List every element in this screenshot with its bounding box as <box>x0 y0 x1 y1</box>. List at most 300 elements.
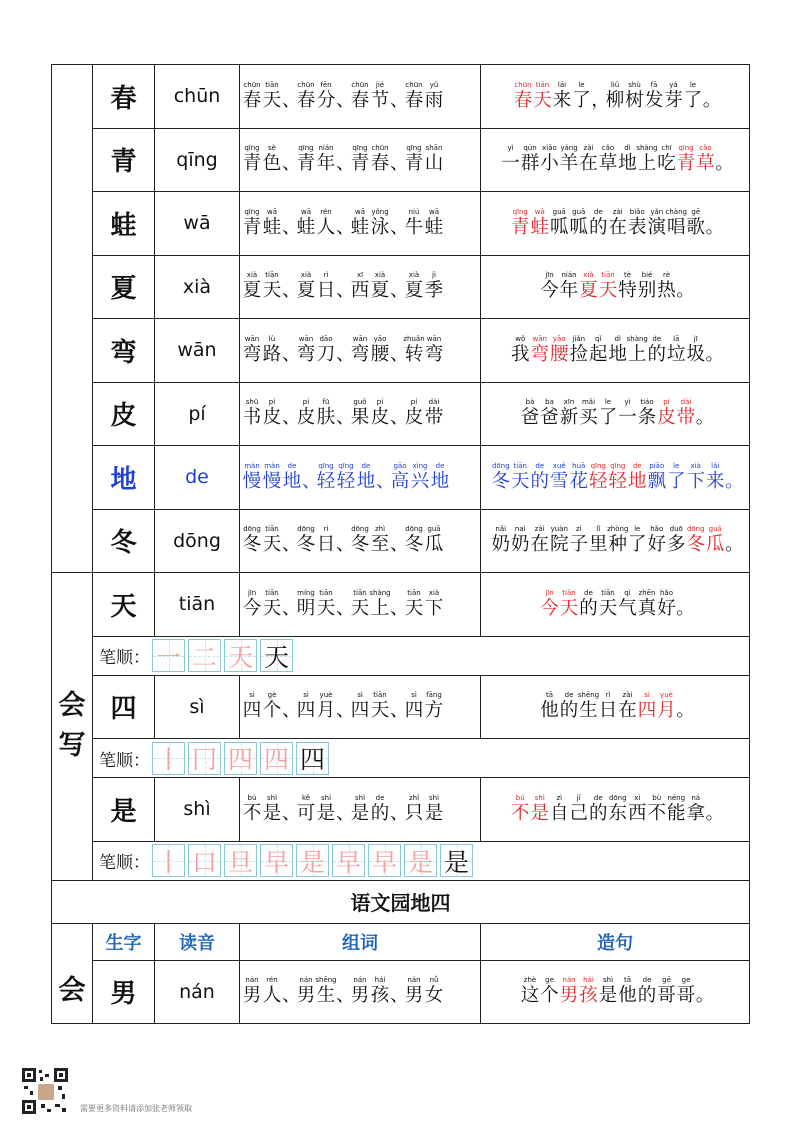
word-group-cell <box>240 675 481 739</box>
word-row <box>52 192 750 256</box>
ruby-char: nǎi 奶 <box>491 525 510 556</box>
ruby-char: mǎi 买 <box>579 398 598 429</box>
ruby-char: le 了 <box>627 525 647 556</box>
ruby-char: qīng 青 <box>510 207 530 238</box>
sentence-cell <box>481 128 750 192</box>
ruby-char: dōng 冬 <box>404 525 424 556</box>
ruby-char: lái 来 <box>705 461 725 492</box>
ruby-char: tiān 天 <box>533 80 552 111</box>
ruby-char: tiān 天 <box>370 691 390 722</box>
ruby-char: tiān 天 <box>598 271 618 302</box>
pinyin-cell: chūn <box>155 65 240 129</box>
ruby-char: duō 多 <box>666 525 686 556</box>
ruby-char: yuàn 院 <box>549 525 569 556</box>
punctuation: 、 <box>336 89 355 111</box>
ruby-char: lǐ 里 <box>588 525 608 556</box>
punctuation: 、 <box>390 343 409 365</box>
ruby-char: de 的 <box>637 976 657 1007</box>
ruby-char: de 地 <box>356 461 376 492</box>
punctuation: 、 <box>390 534 409 556</box>
ruby-char: rén 人 <box>316 207 336 238</box>
punctuation: 。 <box>695 407 715 429</box>
word-group-cell <box>240 960 481 1024</box>
ruby-char: tā 他 <box>618 976 637 1007</box>
ruby-char: de 的 <box>588 793 608 824</box>
ruby-char: dài 带 <box>424 398 444 429</box>
ruby-char: jīn 今 <box>242 588 262 619</box>
ruby-char: màn 慢 <box>262 461 282 492</box>
pinyin-cell: tiān <box>155 573 240 637</box>
ruby-char: wā 蛙 <box>424 207 444 238</box>
punctuation: 。 <box>705 343 725 365</box>
stroke-box: 天 <box>260 639 293 672</box>
ruby-char: dì 地 <box>608 334 627 365</box>
ruby-char: zhì 至 <box>370 525 390 556</box>
ruby-char: shēng 生 <box>315 976 337 1007</box>
char-cell: 天 <box>93 573 155 637</box>
stroke-box: 四 <box>296 742 329 775</box>
ruby-char: chūn 春 <box>404 80 424 111</box>
stroke-order-row <box>52 841 750 880</box>
punctuation: 、 <box>336 985 355 1007</box>
sentence-cell <box>481 675 750 739</box>
ruby-char: pí 皮 <box>404 398 424 429</box>
stroke-box: 早 <box>260 844 293 877</box>
ruby-char: guā 呱 <box>569 207 588 238</box>
ruby-char: xià 下 <box>686 461 705 492</box>
ruby-char: wā 蛙 <box>530 207 549 238</box>
ruby-char: shì 是 <box>530 793 549 824</box>
stroke-label: 笔顺： <box>99 648 150 668</box>
ruby-char: wā 蛙 <box>262 207 282 238</box>
ruby-char: néng 能 <box>666 793 686 824</box>
ruby-char: ná 拿 <box>686 793 705 824</box>
stroke-box: 天 <box>224 639 257 672</box>
ruby-char: yǎn 演 <box>647 207 666 238</box>
ruby-char: le 了 <box>598 398 618 429</box>
ruby-char: yāo 腰 <box>549 334 569 365</box>
ruby-char: zài 在 <box>618 691 637 722</box>
header-zao-ju: 造句 <box>481 923 750 960</box>
punctuation: 、 <box>282 153 301 175</box>
sentence-cell <box>481 382 750 446</box>
ruby-char: yuè 月 <box>657 691 676 722</box>
punctuation: 、 <box>390 89 409 111</box>
punctuation: 。 <box>725 534 744 556</box>
ruby-char: chūn 春 <box>242 80 262 111</box>
ruby-char: fū 肤 <box>316 398 336 429</box>
sentence-cell <box>481 509 750 573</box>
ruby-char: dōng 东 <box>608 793 627 824</box>
ruby-char: bù 不 <box>647 793 666 824</box>
sentence-cell <box>481 446 750 510</box>
word-row <box>52 128 750 192</box>
ruby-char: tè 特 <box>618 271 637 302</box>
ruby-char: qīng 青 <box>296 144 316 175</box>
punctuation: 、 <box>390 597 409 619</box>
word-row <box>52 509 750 573</box>
ruby-char: yáng 羊 <box>559 144 579 175</box>
punctuation: 。 <box>725 470 744 492</box>
stroke-order-row <box>52 739 750 778</box>
ruby-char: fā 发 <box>644 80 664 111</box>
ruby-char: yá 芽 <box>664 80 683 111</box>
ruby-char: xià 夏 <box>579 271 598 302</box>
ruby-char: qīng 青 <box>242 207 262 238</box>
ruby-char: dōng 冬 <box>242 525 262 556</box>
ruby-char: xī 西 <box>350 271 370 302</box>
ruby-char: bú 不 <box>510 793 530 824</box>
ruby-char: wān 弯 <box>242 334 262 365</box>
ruby-char: chūn 春 <box>370 144 390 175</box>
pinyin-cell: wān <box>155 319 240 383</box>
punctuation: 、 <box>390 700 409 722</box>
ruby-char: xìng 兴 <box>410 461 430 492</box>
ruby-char: chī 吃 <box>657 144 676 175</box>
ruby-char: guǒ 果 <box>350 398 370 429</box>
footer <box>22 1068 192 1114</box>
stroke-box: 冂 <box>188 742 221 775</box>
qr-code-icon[interactable] <box>22 1068 68 1114</box>
pinyin-cell: shì <box>155 778 240 842</box>
ruby-char: pí 皮 <box>296 398 316 429</box>
header-sheng-zi: 生字 <box>93 923 155 960</box>
ruby-char: dāo 刀 <box>316 334 336 365</box>
ruby-char: shān 山 <box>424 144 444 175</box>
ruby-char: fēn 分 <box>316 80 336 111</box>
stroke-label: 笔顺： <box>99 750 150 771</box>
ruby-char: hái 孩 <box>370 976 390 1007</box>
ruby-char: qīng 轻 <box>608 461 627 492</box>
word-group-cell <box>240 255 481 319</box>
ruby-char: míng 明 <box>296 588 316 619</box>
ruby-char: qīng 轻 <box>336 461 356 492</box>
ruby-char: dōng 冬 <box>491 461 510 492</box>
ruby-char: shì 是 <box>424 793 444 824</box>
punctuation: 、 <box>282 700 301 722</box>
punctuation: 、 <box>336 534 355 556</box>
sentence-cell <box>481 573 750 637</box>
ruby-char: sì 四 <box>350 691 370 722</box>
stroke-order-cell <box>93 636 750 675</box>
punctuation: 、 <box>282 985 301 1007</box>
char-cell: 青 <box>93 128 155 192</box>
ruby-char: guā 呱 <box>549 207 569 238</box>
ruby-char: shàng 上 <box>369 588 391 619</box>
ruby-char: xià 夏 <box>242 271 262 302</box>
ruby-char: pí 皮 <box>370 398 390 429</box>
word-group-cell <box>240 128 481 192</box>
ruby-char: sì 四 <box>404 691 424 722</box>
punctuation: 。 <box>676 700 695 722</box>
pinyin-cell: qīng <box>155 128 240 192</box>
ruby-char: le 了 <box>572 80 591 111</box>
ruby-char: xià 夏 <box>404 271 424 302</box>
ruby-char: rén 人 <box>262 976 282 1007</box>
ruby-char: lái 来 <box>552 80 572 111</box>
ruby-char: chūn 春 <box>513 80 533 111</box>
ruby-char: yāo 腰 <box>370 334 390 365</box>
ruby-char: gè 个 <box>262 691 282 722</box>
punctuation: 、 <box>282 597 301 619</box>
ruby-char: jǐ 己 <box>569 793 588 824</box>
stroke-box: 四 <box>260 742 293 775</box>
char-cell: 男 <box>93 960 155 1024</box>
ruby-char: de 地 <box>430 461 450 492</box>
char-cell: 皮 <box>93 382 155 446</box>
ruby-char: gē 哥 <box>657 976 676 1007</box>
word-row <box>52 778 750 842</box>
punctuation: 、 <box>336 216 355 238</box>
ruby-char: zi 子 <box>569 525 588 556</box>
ruby-char: yǒng 泳 <box>370 207 390 238</box>
pinyin-cell: sì <box>155 675 240 739</box>
punctuation: 、 <box>390 985 409 1007</box>
ruby-char: sè 色 <box>262 144 282 175</box>
ruby-char: lù 路 <box>262 334 282 365</box>
ruby-char: rè 热 <box>657 271 676 302</box>
ruby-char: shū 书 <box>242 398 262 429</box>
punctuation: 、 <box>336 343 355 365</box>
ruby-char: nán 男 <box>350 976 370 1007</box>
ruby-char: nán 男 <box>242 976 262 1007</box>
sentence-cell <box>481 65 750 129</box>
ruby-char: wǒ 我 <box>510 334 530 365</box>
ruby-char: yuè 月 <box>316 691 336 722</box>
word-row <box>52 382 750 446</box>
stroke-box: 四 <box>224 742 257 775</box>
ruby-char: le 了 <box>666 461 686 492</box>
ruby-char: xià 夏 <box>370 271 390 302</box>
stroke-box: 早 <box>332 844 365 877</box>
ruby-char: wā 蛙 <box>350 207 370 238</box>
ruby-char: sì 四 <box>242 691 262 722</box>
ruby-char: qīng 轻 <box>316 461 336 492</box>
ruby-char: yǔ 雨 <box>424 80 444 111</box>
ruby-char: cǎo 草 <box>598 144 618 175</box>
punctuation: 、 <box>282 534 301 556</box>
ruby-char: qì 气 <box>618 588 637 619</box>
ruby-char: pí 皮 <box>657 398 676 429</box>
section-blank-cell <box>52 65 93 573</box>
punctuation: 、 <box>336 802 355 824</box>
ruby-char: jié 节 <box>370 80 390 111</box>
char-cell: 蛙 <box>93 192 155 256</box>
punctuation: 。 <box>705 802 725 824</box>
stroke-box: 丨 <box>152 742 185 775</box>
sentence-cell <box>481 192 750 256</box>
ruby-char: jiǎn 捡 <box>569 334 588 365</box>
ruby-char: huā 花 <box>569 461 588 492</box>
char-cell: 夏 <box>93 255 155 319</box>
sentence-cell <box>481 255 750 319</box>
ruby-char: zhēn 真 <box>637 588 657 619</box>
ruby-char: tiān 天 <box>262 80 282 111</box>
ruby-char: shù 树 <box>625 80 644 111</box>
ruby-char: biǎo 表 <box>627 207 647 238</box>
punctuation: 、 <box>390 216 409 238</box>
ruby-char: nián 年 <box>316 144 336 175</box>
ruby-char: dì 地 <box>618 144 637 175</box>
ruby-char: wā 蛙 <box>296 207 316 238</box>
word-group-cell <box>240 65 481 129</box>
stroke-box: 是 <box>440 844 473 877</box>
ruby-char: wān 弯 <box>350 334 370 365</box>
ruby-char: qún 群 <box>520 144 540 175</box>
ruby-char: xià 夏 <box>296 271 316 302</box>
ruby-char: zhòng 种 <box>607 525 629 556</box>
ruby-char: qīng 青 <box>676 144 696 175</box>
word-group-cell <box>240 192 481 256</box>
stroke-box: 是 <box>296 844 329 877</box>
word-row <box>52 255 750 319</box>
ruby-char: sì 四 <box>296 691 316 722</box>
ruby-char: ge 哥 <box>676 976 696 1007</box>
ruby-char: niú 牛 <box>404 207 424 238</box>
punctuation: 、 <box>336 153 355 175</box>
ruby-char: nián 年 <box>559 271 579 302</box>
punctuation: 、 <box>282 343 301 365</box>
ruby-char: shì 是 <box>316 793 336 824</box>
ruby-char: de 的 <box>559 691 579 722</box>
ruby-char: tiān 天 <box>316 588 336 619</box>
punctuation: 。 <box>676 597 695 619</box>
ruby-char: shàng 上 <box>626 334 648 365</box>
ruby-char: dōng 冬 <box>686 525 705 556</box>
char-cell: 地 <box>93 446 155 510</box>
punctuation: 、 <box>336 280 355 302</box>
footer-text: 需要更多资料请添加张老师领取 <box>80 1104 192 1113</box>
word-group-cell <box>240 319 481 383</box>
ruby-char: shì 是 <box>598 976 618 1007</box>
ruby-char: tiān 天 <box>350 588 370 619</box>
ruby-char: zài 在 <box>530 525 549 556</box>
punctuation: 、 <box>282 407 301 429</box>
word-group-cell <box>240 778 481 842</box>
ruby-char: pí 皮 <box>262 398 282 429</box>
ruby-char: rì 日 <box>316 271 336 302</box>
ruby-char: rì 日 <box>598 691 618 722</box>
ruby-char: lā 垃 <box>666 334 686 365</box>
ruby-char: xuě 雪 <box>549 461 569 492</box>
ruby-char: màn 慢 <box>242 461 262 492</box>
ruby-char: guā 瓜 <box>705 525 725 556</box>
word-row <box>52 65 750 129</box>
punctuation: 、 <box>336 700 355 722</box>
word-row <box>52 573 750 637</box>
pinyin-cell: de <box>155 446 240 510</box>
punctuation: 。 <box>695 985 715 1007</box>
punctuation: 、 <box>390 802 409 824</box>
ruby-char: tiān 天 <box>598 588 618 619</box>
punctuation: 、 <box>390 407 409 429</box>
header-row <box>52 923 750 960</box>
ruby-char: hǎo 好 <box>647 525 666 556</box>
ruby-char: zài 在 <box>579 144 598 175</box>
ruby-char: cǎo 草 <box>696 144 715 175</box>
word-row <box>52 675 750 739</box>
ruby-char: jīn 今 <box>540 271 559 302</box>
ruby-char: de 的 <box>647 334 666 365</box>
ruby-char: bà 爸 <box>520 398 540 429</box>
stroke-box: 口 <box>188 844 221 877</box>
char-cell: 四 <box>93 675 155 739</box>
ruby-char: tiáo 条 <box>637 398 657 429</box>
pinyin-cell: dōng <box>155 509 240 573</box>
ruby-char: qǐ 起 <box>588 334 608 365</box>
ruby-char: sì 四 <box>637 691 657 722</box>
ruby-char: piāo 飘 <box>647 461 666 492</box>
sentence-cell <box>481 778 750 842</box>
punctuation: 、 <box>336 407 355 429</box>
stroke-label: 笔顺： <box>99 853 150 873</box>
section-hui: 会 <box>52 923 93 1024</box>
stroke-box: 丨 <box>152 844 185 877</box>
ruby-char: wān 弯 <box>296 334 316 365</box>
ruby-char: rì 日 <box>316 525 336 556</box>
char-cell: 是 <box>93 778 155 842</box>
ruby-char: nai 奶 <box>510 525 530 556</box>
ruby-char: de 的 <box>530 461 549 492</box>
ruby-char: jì 季 <box>424 271 444 302</box>
ruby-char: liǔ 柳 <box>605 80 625 111</box>
ruby-char: tiān 天 <box>262 525 282 556</box>
punctuation: ， <box>591 89 610 111</box>
sentence-cell <box>481 319 750 383</box>
ruby-char: de 的 <box>579 588 598 619</box>
punctuation: 、 <box>282 216 301 238</box>
ruby-char: jī 圾 <box>686 334 705 365</box>
word-row <box>52 960 750 1024</box>
ruby-char: qīng 轻 <box>588 461 608 492</box>
ruby-char: hái 孩 <box>579 976 598 1007</box>
ruby-char: de 地 <box>282 461 302 492</box>
ruby-char: de 的 <box>370 793 390 824</box>
stroke-order-row <box>52 636 750 675</box>
stroke-box: 二 <box>188 639 221 672</box>
word-row <box>52 319 750 383</box>
ruby-char: jīn 今 <box>540 588 559 619</box>
ruby-char: yì 一 <box>501 144 520 175</box>
punctuation: 、 <box>336 597 355 619</box>
ruby-char: de 的 <box>588 207 608 238</box>
ruby-char: gāo 高 <box>390 461 410 492</box>
ruby-char: tiān 天 <box>262 588 282 619</box>
ruby-char: de 地 <box>627 461 647 492</box>
word-table <box>51 64 750 1024</box>
char-cell: 冬 <box>93 509 155 573</box>
ruby-char: qīng 青 <box>404 144 424 175</box>
ruby-char: wān 弯 <box>530 334 549 365</box>
ruby-char: zhè 这 <box>520 976 540 1007</box>
ruby-char: zài 在 <box>608 207 627 238</box>
punctuation: 。 <box>702 89 722 111</box>
ruby-char: nán 男 <box>296 976 316 1007</box>
section-title: 语文园地四 <box>52 880 750 923</box>
ruby-char: qīng 青 <box>350 144 370 175</box>
word-row <box>52 446 750 510</box>
ruby-char: bú 不 <box>242 793 262 824</box>
stroke-order-cell <box>93 841 750 880</box>
ruby-char: tiān 天 <box>262 271 282 302</box>
word-group-cell <box>240 573 481 637</box>
ruby-char: tiān 天 <box>404 588 424 619</box>
char-cell: 春 <box>93 65 155 129</box>
ruby-char: xià 下 <box>424 588 444 619</box>
ruby-char: shì 是 <box>350 793 370 824</box>
pinyin-cell: pí <box>155 382 240 446</box>
ruby-char: hǎo 好 <box>657 588 676 619</box>
